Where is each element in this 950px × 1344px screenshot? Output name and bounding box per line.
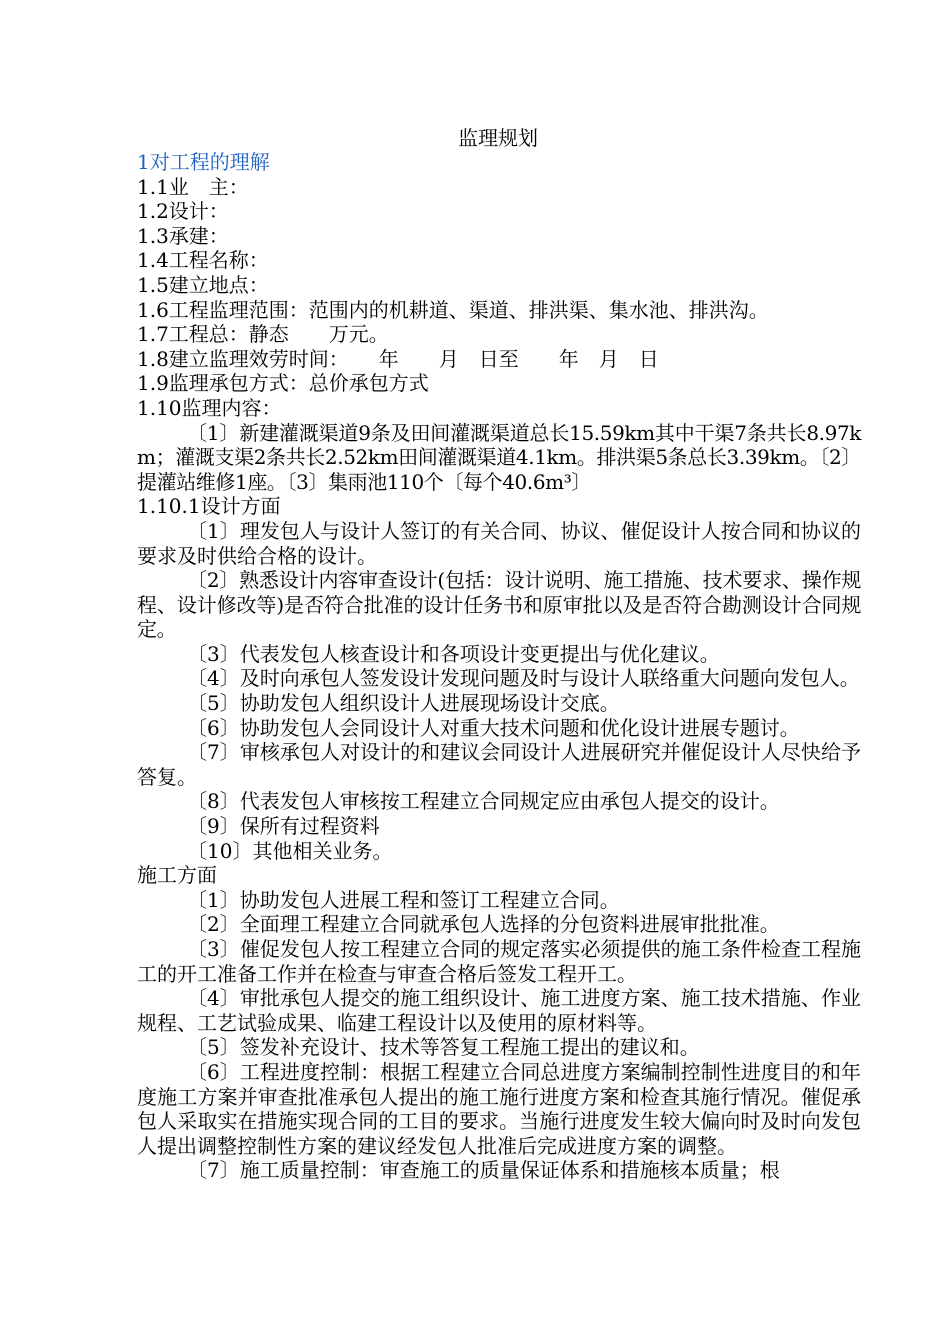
design-item: 〔10〕其他相关业务。 bbox=[187, 838, 393, 863]
info-line-total: 1.7工程总：静态 万元。 bbox=[137, 322, 389, 347]
info-line-owner: 1.1业 主： bbox=[137, 174, 249, 199]
document-body bbox=[137, 150, 861, 1183]
info-line-location: 1.5建立地点： bbox=[137, 272, 269, 297]
info-line-design: 1.2设计： bbox=[137, 199, 229, 224]
info-line-content: 1.10监理内容： bbox=[137, 395, 282, 420]
design-item: 〔6〕协助发包人会同设计人对重大技术问题和优化设计进展专题讨。 bbox=[187, 715, 800, 740]
construction-item: 〔5〕签发补充设计、技术等答复工程施工提出的建议和。 bbox=[187, 1035, 700, 1060]
content-paragraph: 〔1〕新建灌溉渠道9条及田间灌溉渠道总长15.59km其中干渠7条共长8.97km；灌溉支渠2条共长2.52km田间灌溉渠道4.1km。排洪渠5条总长3.39km。〔2〕提灌站维修1座。〔3〕集雨池110个〔每个40.6m³〕 bbox=[137, 420, 861, 494]
construction-item: 〔6〕工程进度控制：根据工程建立合同总进度方案编制控制性进度目的和年度施工方案并审查批准承包人提出的施工施行进度方案和检查其施行情况。催促承包人采取实在措施实现合同的工目的要求。当施行进度发生较大偏向时及时向发包人提出调整控制性方案的建议经发包人批准后完成进度方案的调整。 bbox=[137, 1059, 861, 1158]
construction-item: 〔3〕催促发包人按工程建立合同的规定落实必须提供的施工条件检查工程施工的开工准备工作并在检查与审查合格后签发工程开工。 bbox=[137, 937, 861, 986]
info-line-project-name: 1.4工程名称： bbox=[137, 248, 269, 273]
design-item: 〔5〕协助发包人组织设计人进展现场设计交底。 bbox=[187, 691, 620, 716]
section-heading: 1对工程的理解 bbox=[137, 150, 270, 174]
info-line-contract-mode: 1.9监理承包方式：总价承包方式 bbox=[137, 371, 429, 396]
design-item: 〔2〕熟悉设计内容审查设计(包括：设计说明、施工措施、技术要求、操作规程、设计修改等)是否符合批准的设计任务书和原审批以及是否符合勘测设计合同规定。 bbox=[137, 568, 861, 642]
design-item: 〔9〕保所有过程资料 bbox=[187, 814, 380, 839]
design-item: 〔4〕及时向承包人签发设计发现问题及时与设计人联络重大问题向发包人。 bbox=[187, 666, 860, 691]
design-item: 〔3〕代表发包人核查设计和各项设计变更提出与优化建议。 bbox=[187, 641, 720, 666]
design-item: 〔7〕审核承包人对设计的和建议会同设计人进展研究并催促设计人尽快给予答复。 bbox=[137, 740, 861, 789]
construction-heading: 施工方面 bbox=[137, 863, 217, 888]
construction-item: 〔1〕协助发包人进展工程和签订工程建立合同。 bbox=[187, 887, 620, 912]
design-item: 〔1〕理发包人与设计人签订的有关合同、协议、催促设计人按合同和协议的要求及时供给合格的设计。 bbox=[137, 518, 861, 568]
construction-item: 〔2〕全面理工程建立合同就承包人选择的分包资料进展审批批准。 bbox=[187, 912, 780, 937]
info-line-service-time: 1.8建立监理效劳时间： 年 月 日至 年 月 日 bbox=[137, 346, 659, 371]
document-title: 监理规划 bbox=[458, 126, 538, 150]
design-item: 〔8〕代表发包人审核按工程建立合同规定应由承包人提交的设计。 bbox=[187, 789, 780, 814]
info-line-contractor: 1.3承建： bbox=[137, 223, 229, 248]
construction-item: 〔4〕审批承包人提交的施工组织设计、施工进度方案、施工技术措施、作业规程、工艺试验成果、临建工程设计以及使用的原材料等。 bbox=[137, 986, 861, 1035]
design-heading: 1.10.1设计方面 bbox=[137, 494, 281, 519]
info-line-scope: 1.6工程监理范围：范围内的机耕道、渠道、排洪渠、集水池、排洪沟。 bbox=[137, 297, 769, 322]
construction-item: 〔7〕施工质量控制：审查施工的质量保证体系和措施核本质量；根 bbox=[187, 1158, 780, 1183]
